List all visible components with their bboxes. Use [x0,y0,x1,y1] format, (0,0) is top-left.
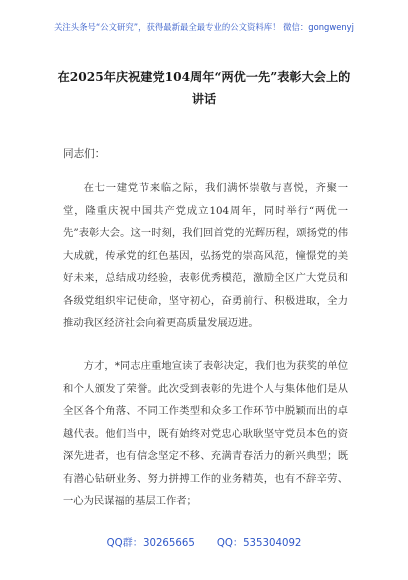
header-banner: 关注头条号“公文研究”，获得最新最全最专业的公文资料库！ 微信：gongwenyj [54,22,354,32]
footer-qq-group: QQ群：30265665 [106,538,195,549]
body-paragraph: 方才，*同志庄重地宣读了表彰决定，我们也为获奖的单位和个人颁发了荣誉。此次受到表彰的先进个人与集体他们是从全区各个角落、不同工作类型和众多工作环节中脱颖而出的卓越代表。他们当中，既有始终对党忠心耿耿坚守党员本色的资深先进者，也有信念坚定不移、充满青春活力的新兴典型；既有潜心钻研业务、努力拼搏工作的业务精英，也有不辞辛劳、一心为民谋福的基层工作者； [63,360,348,507]
salutation: 同志们： [63,148,106,160]
footer-qq: QQ：535304092 [216,538,302,549]
footer-contact [0,534,408,549]
body-paragraph: 在七一建党节来临之际，我们满怀崇敬与喜悦，齐聚一堂，隆重庆祝中国共产党成立104周年，同时举行“两优一先”表彰大会。这一时刻，我们回首党的光辉历程，颂扬党的伟大成就，传承党的红色基因，弘扬党的崇高风范，憧憬党的美好未来，总结成功经验，表彰优秀模范，激励全区广大党员和各级党组织牢记使命，坚守初心，奋勇前行、积极进取，全力推动我区经济社会向着更高质量发展迈进。 [63,182,348,329]
document-title: 在2025年庆祝建党104周年“两优一先”表彰大会上的讲话 [57,70,351,106]
